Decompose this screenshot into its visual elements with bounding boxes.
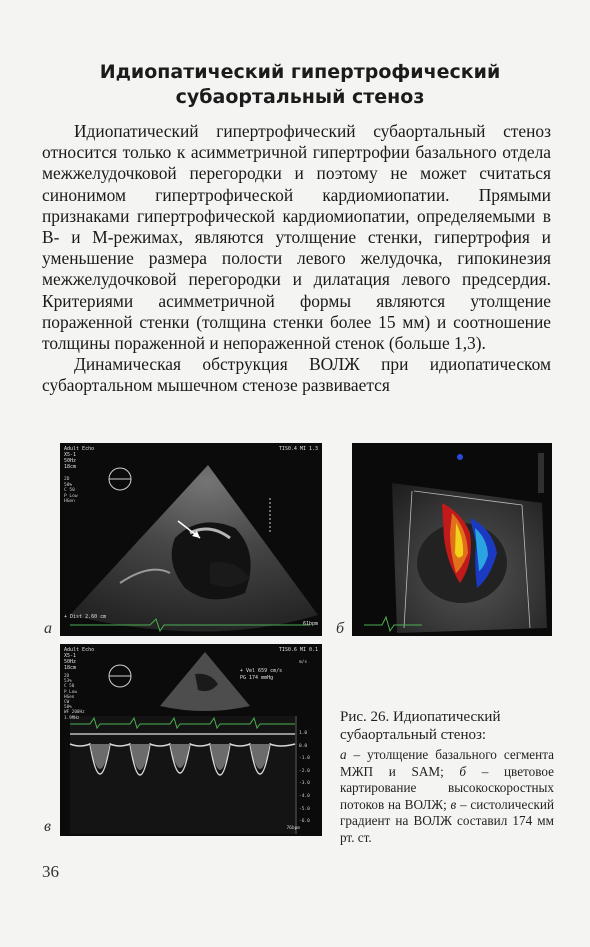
figure-a-param: C 50 xyxy=(64,488,75,493)
figure-a-letter: а xyxy=(44,620,52,637)
figure-a-echo-image xyxy=(60,443,322,636)
figure-c-header-right: TIS0.6 MI 0.1 xyxy=(278,647,318,653)
caption-c-letter: в xyxy=(450,796,457,812)
figure-a-param: 58% xyxy=(64,482,73,488)
figure-c-param: 2D xyxy=(64,674,70,679)
figure-c-param: 1.9MHz xyxy=(64,715,80,721)
figure-c-param: C 50 xyxy=(64,684,75,690)
figure-c-header-left xyxy=(64,647,94,671)
caption-a-text: – утолщение базального сегмента МЖП и SAM; xyxy=(340,747,554,779)
figure-c-scale-unit: m/s xyxy=(299,660,308,665)
figure-c-param: HGen xyxy=(64,694,75,700)
caption-b-letter: б xyxy=(459,763,467,779)
figure-c-scale-tick: -3.0 xyxy=(299,781,310,787)
paragraph-2: Динамическая обструкция ВОЛЖ при идиопатическом субаортальном мышечном стенозе развивается xyxy=(42,354,551,396)
figure-c-scale-tick: -4.0 xyxy=(299,793,310,799)
figure-b-letter: б xyxy=(336,620,345,637)
figure-a-param: P Low xyxy=(64,493,78,499)
section-title-line-2: субаортальный стеноз xyxy=(175,86,425,108)
figure-c-param: P Low xyxy=(64,689,77,695)
figure-a-preset: Adult Echo xyxy=(64,446,95,452)
page-number: 36 xyxy=(42,862,59,881)
figure-c-param: WF 200Hz xyxy=(64,710,85,716)
paragraph-1: Идиопатический гипертрофический субаортальный стеноз относится только к асимметричной гипертрофии базального отдела межжелудочковой перегородки и поэтому не может считаться синонимом гипертрофической кардиомиопатии. Прямыми признаками гипертрофической кардиомиопатии, определяемыми в В- и М-режимах, являются утолщение стенки, гипертрофия и уменьшение размера полости левого желудочка, гипокинезия межжелудочковой перегородки и дилатация левого предсердия. Критериями асимметричной формы являются утолщение пораженной стенки (толщина стенки более 15 мм) и соотношение толщины пораженной и непораженной стенок (больше 1,3). xyxy=(42,121,551,354)
figure-c-letter: в xyxy=(44,818,51,835)
figure-c-cw-doppler-image xyxy=(60,644,322,836)
figure-c-scale-tick: -5.0 xyxy=(299,806,310,812)
figure-c-gradient: PG 174 mmHg xyxy=(240,675,274,681)
figure-c-params xyxy=(64,674,85,721)
section-title-line-1: Идиопатический гипертрофический xyxy=(99,61,501,83)
figure-c-param: 50% xyxy=(64,705,72,711)
figure-a-measurement: + Dist 2.60 cm xyxy=(64,614,107,620)
figure-a-framerate: 50Hz xyxy=(64,458,77,464)
figure-c-velocity: + Vel 659 cm/s xyxy=(240,668,283,674)
figure-c-param: 53% xyxy=(64,679,72,685)
figure-c-scale-tick: -1.0 xyxy=(299,756,310,762)
section-title xyxy=(60,60,540,110)
figure-c-scale-tick: 1.0 xyxy=(299,731,308,736)
figure-c-scale-tick: -6.0 xyxy=(299,819,310,825)
figure-c-scale xyxy=(299,728,310,829)
figure-a-header-left xyxy=(64,446,94,470)
figure-a-param: HGen xyxy=(64,499,75,504)
figure-a-probe: X5-1 xyxy=(64,452,77,458)
figure-a-header-right: TIS0.4 MI 1.3 xyxy=(278,446,318,452)
figure-c-scale-tick: 0.0 xyxy=(299,743,308,749)
figure-c-probe: X5-1 xyxy=(64,653,77,659)
caption-b-text: – цветовое картирование высокоскоростных потоков на ВОЛЖ; xyxy=(340,763,554,812)
figure-a-bpm: 61bpm xyxy=(302,621,318,627)
figure-c-param: CW xyxy=(64,700,70,706)
figure-a-params xyxy=(64,477,78,505)
figure-c-framerate: 50Hz xyxy=(64,659,77,665)
figure-a-depth: 18cm xyxy=(64,464,77,470)
figure-c-preset: Adult Echo xyxy=(64,647,95,653)
figure-a-param: 2D xyxy=(64,477,70,482)
figure-c-depth: 18cm xyxy=(64,665,77,671)
body-text xyxy=(42,121,551,397)
figure-caption xyxy=(340,708,554,847)
caption-body xyxy=(340,747,554,847)
figure-c-readout xyxy=(240,668,282,682)
figure-c-bpm: 76bpm xyxy=(286,826,300,831)
caption-title: Рис. 26. Идиопатический субаортальный стеноз: xyxy=(340,709,501,743)
figure-b-color-doppler-image xyxy=(352,443,552,636)
caption-c-text: – систолический градиент на ВОЛЖ составил 174 мм рт. ст. xyxy=(340,796,554,845)
figure-c-scale-tick: -2.0 xyxy=(299,768,310,774)
caption-a-letter: а xyxy=(340,747,347,762)
